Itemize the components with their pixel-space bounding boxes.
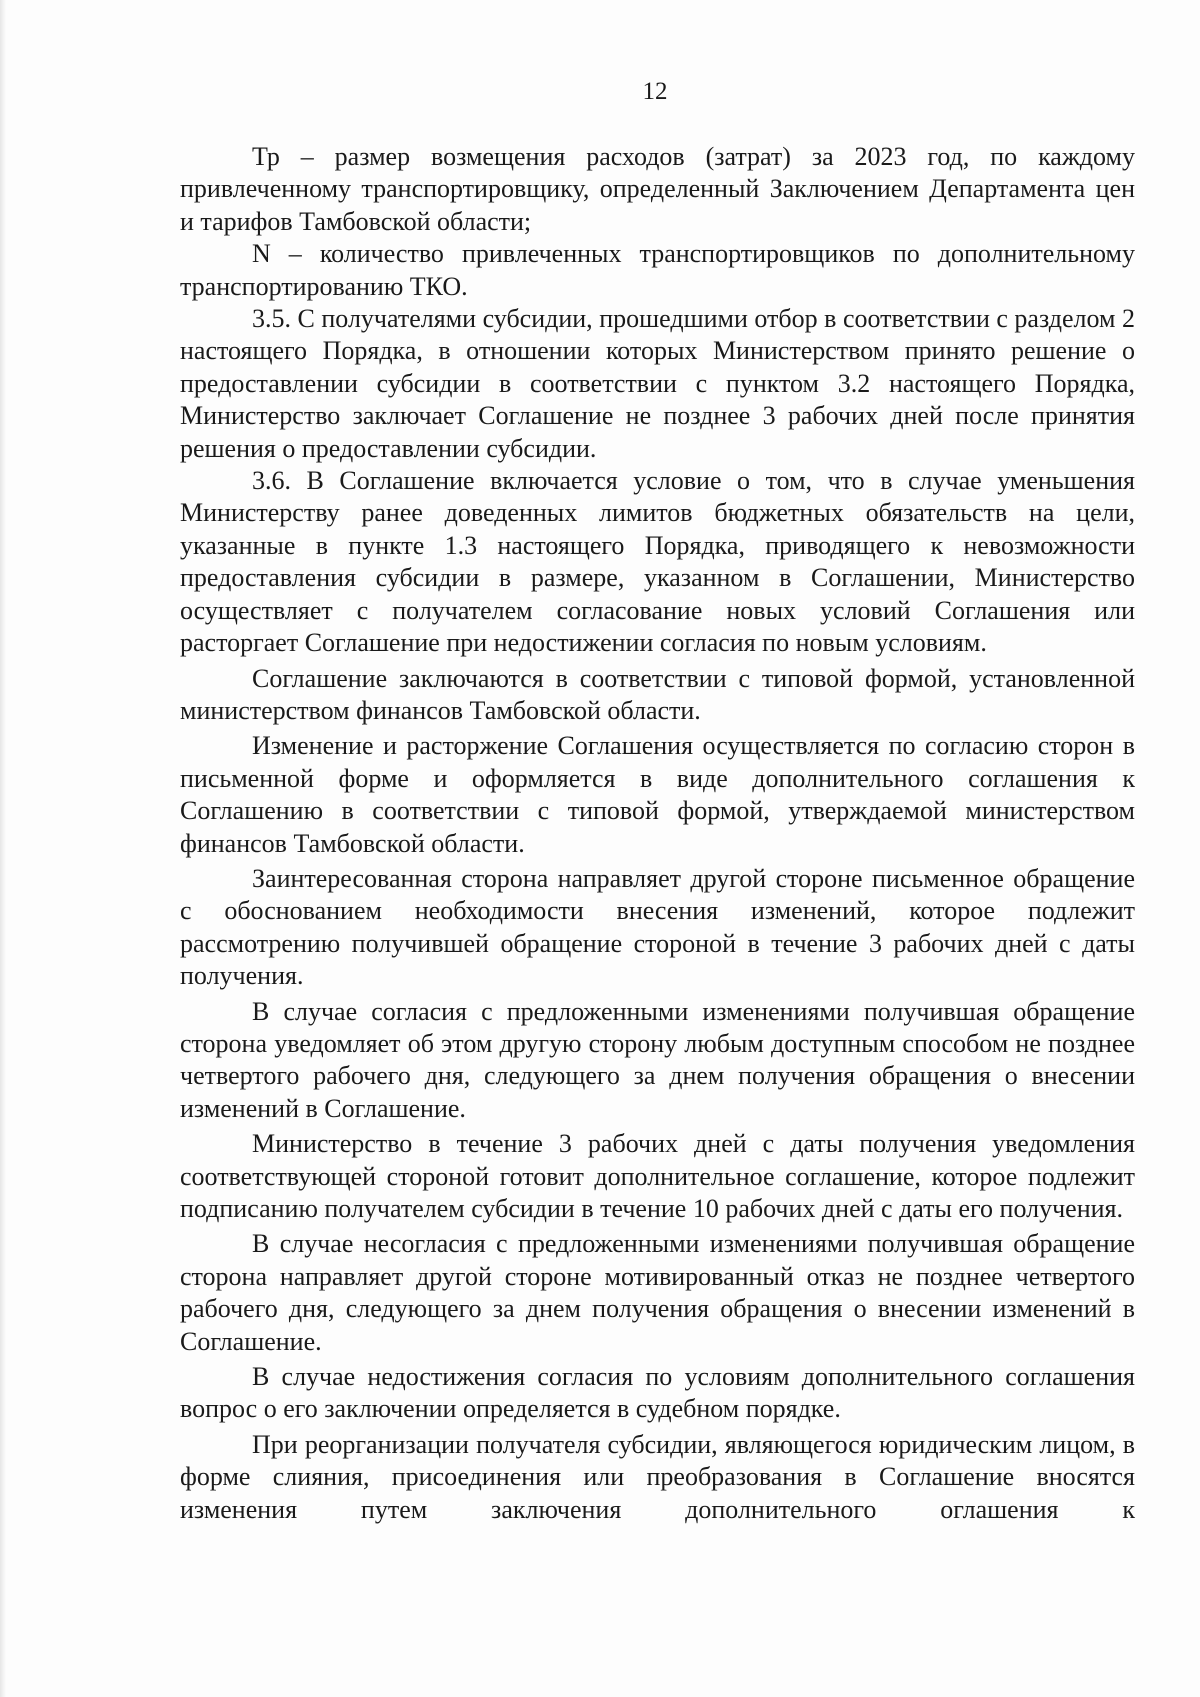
paragraph-court: В случае недостижения согласия по условиям дополнительного соглашения вопрос о его заключении определяется в судебном порядке. [180, 1362, 1135, 1424]
scan-edge [0, 0, 6, 1697]
paragraph-ministry-prepares: Министерство в течение 3 рабочих дней с даты получения уведомления соответствующей стороной готовит дополнительное соглашение, которое подлежит подписанию получателем субсидии в течение 10 рабочих дней с даты его получения. [180, 1129, 1135, 1223]
paragraph-tr-definition: Тр – размер возмещения расходов (затрат) за 2023 год, по каждому привлеченному транспортировщику, определенный Заключением Департамента цен и тарифов Тамбовской области; [180, 142, 1135, 236]
paragraph-refusal: В случае несогласия с предложенными изменениями получившая обращение сторона направляет другой стороне мотивированный отказ не позднее четвертого рабочего дня, следующего за днем получения обращения о внесении изменений в Соглашение. [180, 1229, 1135, 1356]
paragraph-request: Заинтересованная сторона направляет другой стороне письменное обращение с обоснованием необходимости внесения изменений, которое подлежит рассмотрению получившей обращение стороной в течение 3 рабочих дней с даты получения. [180, 863, 1135, 991]
paragraph-amendment: Изменение и расторжение Соглашения осуществляется по согласию сторон в письменной форме и оформляется в виде дополнительного соглашения к Соглашению в соответствии с типовой формой, утверждаемой министерством финансов Тамбовской области. [180, 731, 1135, 858]
paragraph-consent: В случае согласия с предложенными изменениями получившая обращение сторона уведомляет об этом другую сторону любым доступным способом не позднее четвертого рабочего дня, следующего за днем получения обращения о внесении изменений в Соглашение. [180, 996, 1135, 1123]
paragraph-reorganization: При реорганизации получателя субсидии, являющегося юридическим лицом, в форме слияния, присоединения или преобразования в Соглашение вносятся изменения путем заключения дополнительного оглашения к [180, 1429, 1135, 1524]
paragraph-agreement-form: Соглашение заключаются в соответствии с типовой формой, установленной министерством финансов Тамбовской области. [180, 663, 1135, 725]
paragraph-3-6: 3.6. В Соглашение включается условие о том, что в случае уменьшения Министерству ранее доведенных лимитов бюджетных обязательств на цели, указанные в пункте 1.3 настоящего Порядка, приводящего к невозможности предоставления субсидии в размере, указанном в Соглашении, Министерство осуществляет с получателем согласование новых условий Соглашения или расторгает Соглашение при недостижении согласия по новым условиям. [180, 466, 1135, 658]
page-number: 12 [642, 78, 668, 105]
paragraph-3-5: 3.5. С получателями субсидии, прошедшими отбор в соответствии с разделом 2 настоящего Порядка, в отношении которых Министерством принято решение о предоставлении субсидии в соответствии с пунктом 3.2 настоящего Порядка, Министерство заключает Соглашение не позднее 3 рабочих дней после принятия решения о предоставлении субсидии. [180, 304, 1135, 463]
document-body [180, 141, 1135, 1526]
paragraph-n-definition: N – количество привлеченных транспортировщиков по дополнительному транспортированию ТКО. [180, 239, 1135, 301]
